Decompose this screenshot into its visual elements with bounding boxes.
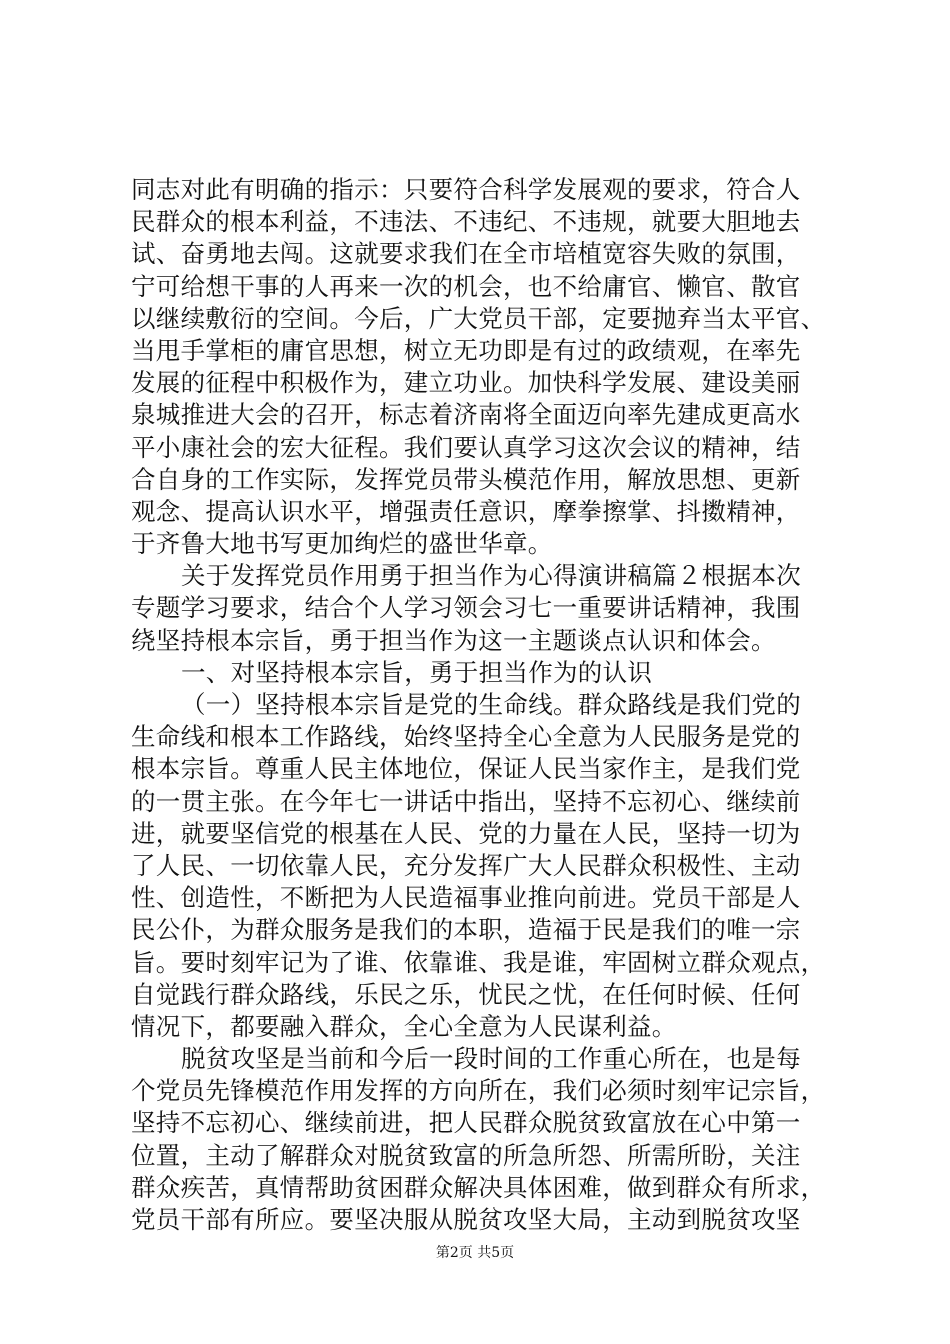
text-line: 位置，主动了解群众对脱贫致富的所急所怨、所需所盼，关注 (131, 1140, 801, 1170)
text-line: 的一贯主张。在今年七一讲话中指出，坚持不忘初心、继续前 (131, 786, 801, 816)
text-line: 同志对此有明确的指示：只要符合科学发展观的要求，符合人 (131, 175, 801, 204)
text-line: 泉城推进大会的召开，标志着济南将全面迈向率先建成更高水 (131, 400, 801, 430)
text-line: 发展的征程中积极作为，建立功业。加快科学发展、建设美丽 (131, 368, 801, 398)
paragraph-start-line: 脱贫攻坚是当前和今后一段时间的工作重心所在，也是每 (181, 1044, 801, 1074)
text-line: 平小康社会的宏大征程。我们要认真学习这次会议的精神，结 (131, 432, 801, 462)
text-line: 观念、提高认识水平，增强责任意识，摩拳擦掌、抖擞精神， (131, 496, 801, 526)
page-number-footer: 第2页 共5页 (435, 1245, 515, 1261)
text-line: 专题学习要求，结合个人学习领会习七一重要讲话精神，我围 (131, 593, 801, 623)
section-heading: 一、对坚持根本宗旨，勇于担当作为的认识 (181, 657, 653, 687)
paragraph-start-line: （一）坚持根本宗旨是党的生命线。群众路线是我们党的 (181, 690, 801, 719)
text-line: 坚持不忘初心、继续前进，把人民群众脱贫致富放在心中第一 (131, 1108, 801, 1138)
text-line: 宁可给想干事的人再来一次的机会，也不给庸官、懒官、散官 (131, 271, 801, 301)
text-line: 民公仆，为群众服务是我们的本职，造福于民是我们的唯一宗 (131, 915, 801, 945)
text-line: 民群众的根本利益，不违法、不违纪、不违规，就要大胆地去 (131, 207, 801, 237)
text-line: 情况下，都要融入群众，全心全意为人民谋利益。 (131, 1011, 677, 1041)
text-line: 群众疾苦，真情帮助贫困群众解决具体困难，做到群众有所求， (131, 1172, 826, 1202)
text-line: 性、创造性，不断把为人民造福事业推向前进。党员干部是人 (131, 883, 801, 913)
text-line: 当甩手掌柜的庸官思想，树立无功即是有过的政绩观，在率先 (131, 335, 801, 365)
text-line: 试、奋勇地去闯。这就要求我们在全市培植宽容失败的氛围， (131, 239, 801, 269)
text-line: 旨。要时刻牢记为了谁、依靠谁、我是谁，牢固树立群众观点， (131, 947, 826, 977)
text-line: 根本宗旨。尊重人民主体地位，保证人民当家作主，是我们党 (131, 754, 801, 784)
text-line: 合自身的工作实际，发挥党员带头模范作用，解放思想、更新 (131, 464, 801, 494)
text-line: 党员干部有所应。要坚决服从脱贫攻坚大局，主动到脱贫攻坚 (131, 1205, 801, 1234)
text-line: 自觉践行群众路线，乐民之乐，忧民之忧，在任何时候、任何 (131, 979, 801, 1009)
text-line: 生命线和根本工作路线，始终坚持全心全意为人民服务是党的 (131, 722, 801, 752)
document-body (131, 174, 831, 1236)
text-line: 进，就要坚信党的根基在人民、党的力量在人民，坚持一切为 (131, 818, 801, 848)
paragraph-start-line: 关于发挥党员作用勇于担当作为心得演讲稿篇２根据本次 (181, 561, 801, 591)
text-line: 了人民、一切依靠人民，充分发挥广大人民群众积极性、主动 (131, 850, 801, 880)
text-line: 个党员先锋模范作用发挥的方向所在，我们必须时刻牢记宗旨， (131, 1076, 826, 1106)
text-line: 于齐鲁大地书写更加绚烂的盛世华章。 (131, 529, 553, 559)
text-line: 绕坚持根本宗旨，勇于担当作为这一主题谈点认识和体会。 (131, 625, 776, 655)
text-line: 以继续敷衍的空间。今后，广大党员干部，定要抛弃当太平官、 (131, 303, 826, 333)
